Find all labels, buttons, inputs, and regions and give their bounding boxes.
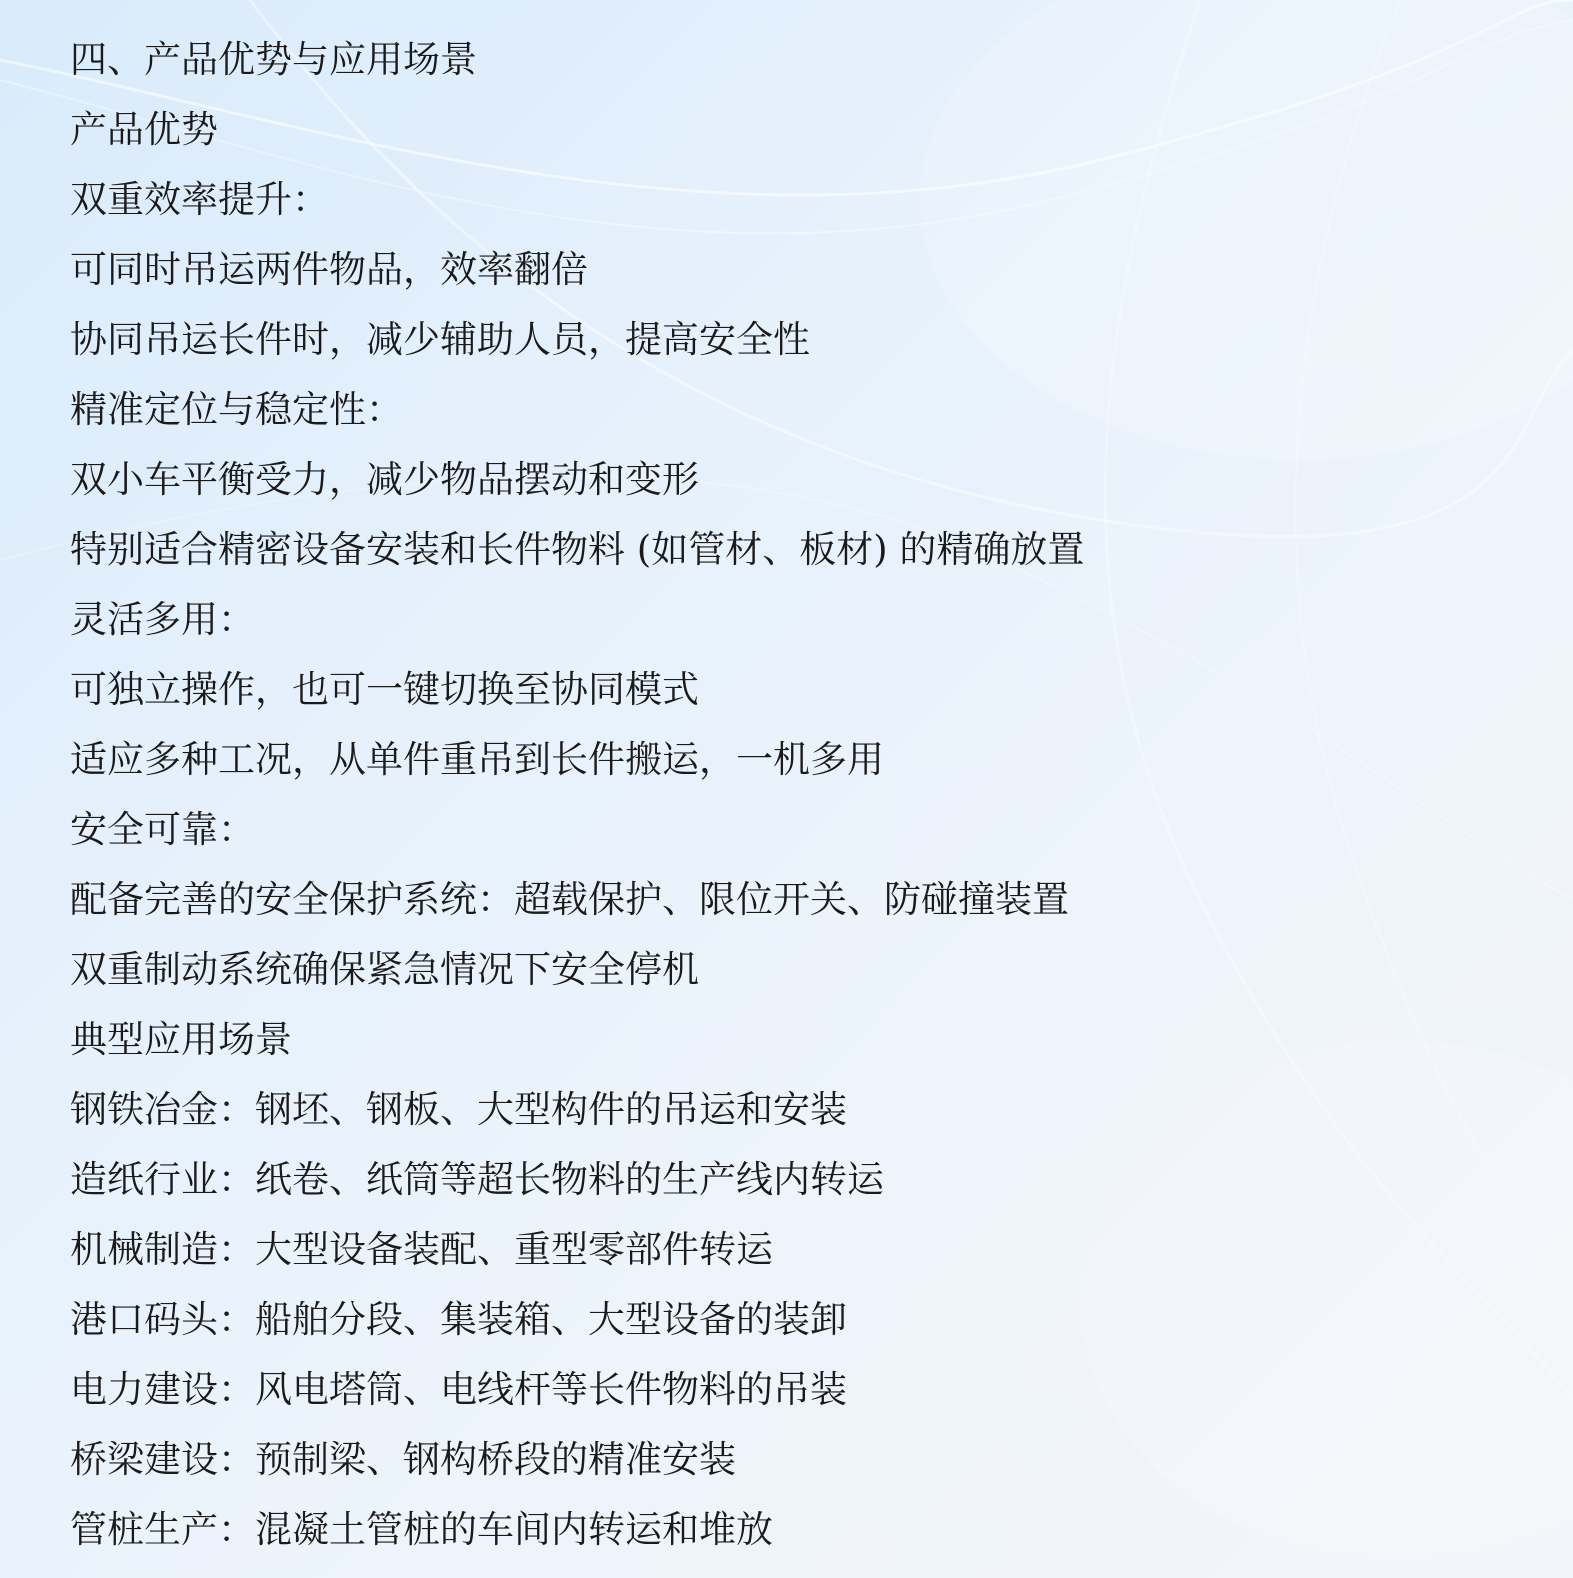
feature-title: 精准定位与稳定性： — [70, 388, 403, 431]
section-heading: 四、产品优势与应用场景 — [70, 38, 477, 81]
feature-title: 灵活多用： — [70, 598, 255, 641]
scenario-item: 造纸行业：纸卷、纸筒等超长物料的生产线内转运 — [70, 1158, 884, 1201]
feature-detail: 适应多种工况，从单件重吊到长件搬运，一机多用 — [70, 738, 884, 781]
scenario-item: 管桩生产：混凝土管桩的车间内转运和堆放 — [70, 1508, 773, 1551]
feature-detail: 配备完善的安全保护系统：超载保护、限位开关、防碰撞装置 — [70, 878, 1069, 921]
scenario-item: 机械制造：大型设备装配、重型零部件转运 — [70, 1228, 773, 1271]
feature-detail: 可同时吊运两件物品，效率翻倍 — [70, 248, 588, 291]
scenario-item: 港口码头：船舶分段、集装箱、大型设备的装卸 — [70, 1298, 847, 1341]
feature-title: 双重效率提升： — [70, 178, 329, 221]
scenario-item: 电力建设：风电塔筒、电线杆等长件物料的吊装 — [70, 1368, 847, 1411]
feature-title: 安全可靠： — [70, 808, 255, 851]
feature-detail: 协同吊运长件时，减少辅助人员，提高安全性 — [70, 318, 810, 361]
feature-detail: 可独立操作，也可一键切换至协同模式 — [70, 668, 699, 711]
feature-detail: 双重制动系统确保紧急情况下安全停机 — [70, 948, 699, 991]
document-body — [70, 30, 1530, 1570]
feature-detail: 双小车平衡受力，减少物品摆动和变形 — [70, 458, 699, 501]
subsection-heading: 产品优势 — [70, 108, 218, 151]
subsection-heading: 典型应用场景 — [70, 1018, 292, 1061]
scenario-item: 桥梁建设：预制梁、钢构桥段的精准安装 — [70, 1438, 736, 1481]
feature-detail: 特别适合精密设备安装和长件物料 (如管材、板材) 的精确放置 — [70, 528, 1085, 571]
scenario-item: 钢铁冶金：钢坯、钢板、大型构件的吊运和安装 — [70, 1088, 847, 1131]
